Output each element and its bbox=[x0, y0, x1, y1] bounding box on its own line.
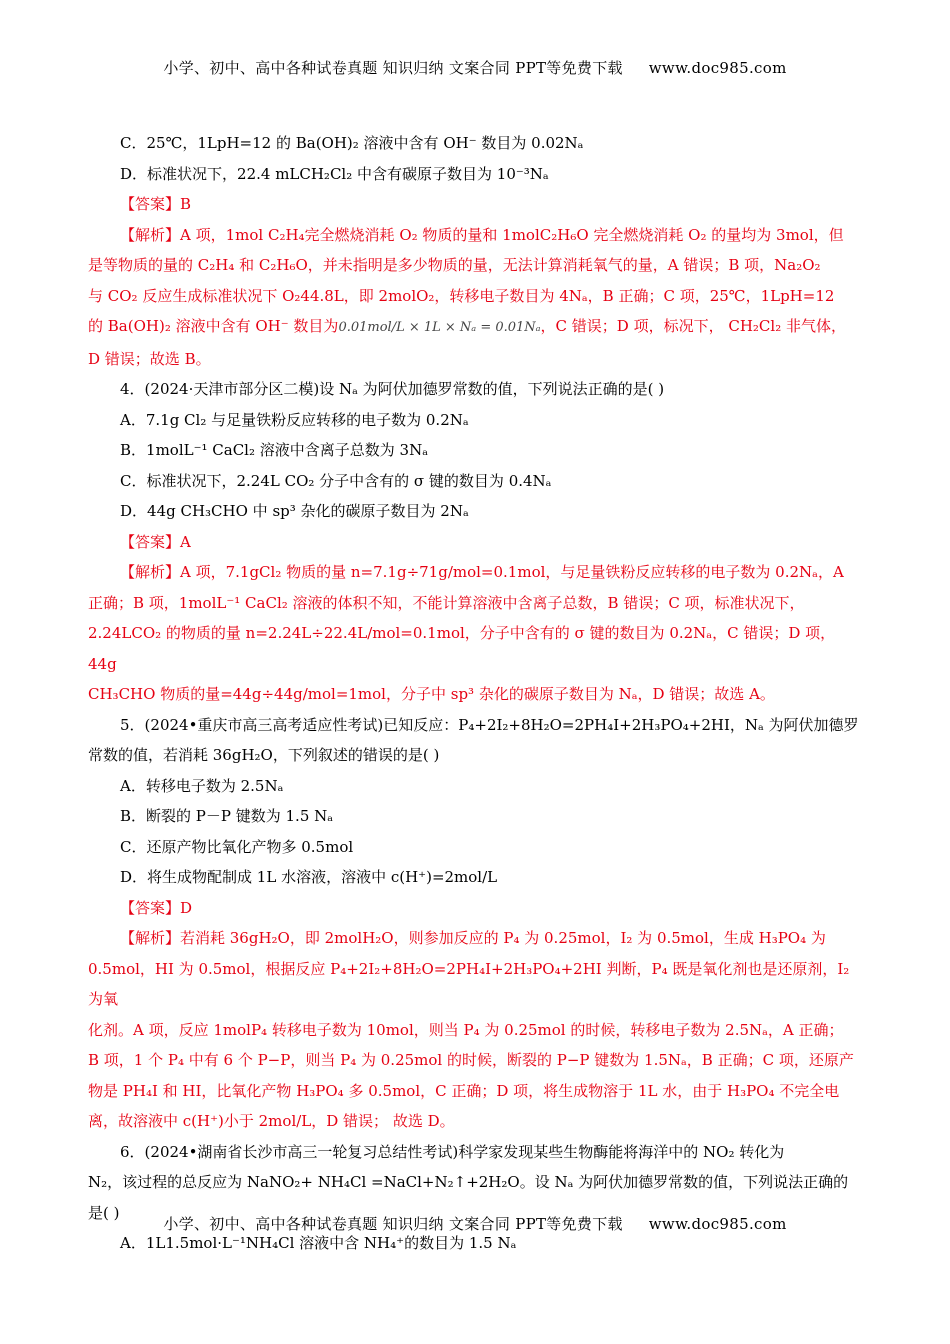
q3-analysis-line: 【解析】A 项，1mol C₂H₄完全燃烧消耗 O₂ 物质的量和 1molC₂H₆O 完全燃烧消耗 O₂ 的量均为 3mol，但 bbox=[120, 225, 844, 244]
document-body bbox=[88, 128, 863, 1259]
q3-analysis-line: 是等物质的量的 C₂H₄ 和 C₂H₆O，并未指明是多少物质的量，无法计算消耗氧气的量，A 错误；B 项，Na₂O₂ bbox=[88, 256, 821, 274]
q4-analysis-line: 【解析】A 项，7.1gCl₂ 物质的量 n=7.1g÷71g/mol=0.1mol，与足量铁粉反应转移的电子数为 0.2Nₐ，A bbox=[120, 563, 844, 581]
q5-option-b: B．断裂的 P－P 键数为 1.5 Nₐ bbox=[120, 807, 334, 825]
q4-analysis-line: 正确；B 项，1molL⁻¹ CaCl₂ 溶液的体积不知，不能计算溶液中含离子总数，B 错误；C 项，标准状况下， bbox=[88, 593, 805, 612]
header-url[interactable]: www.doc985.com bbox=[648, 59, 787, 77]
q4-analysis-line: CH₃CHO 物质的量=44g÷44g/mol=1mol，分子中 sp³ 杂化的碳原子数目为 Nₐ，D 错误；故选 A。 bbox=[88, 685, 775, 703]
q4-answer: 【答案】A bbox=[120, 532, 191, 551]
q5-analysis-line: 化剂。A 项，反应 1molP₄ 转移电子数为 10mol，则当 P₄ 为 0.25mol 的时候，转移电子数为 2.5Nₐ，A 正确； bbox=[88, 1020, 844, 1039]
q4-option-c: C．标准状况下，2.24L CO₂ 分子中含有的 σ 键的数目为 0.4Nₐ bbox=[120, 471, 552, 490]
q5-analysis-line: 【解析】若消耗 36gH₂O，即 2molH₂O，则参加反应的 P₄ 为 0.25mol，I₂ 为 0.5mol，生成 H₃PO₄ 为 bbox=[120, 929, 826, 947]
q5-analysis-line: 离，故溶液中 c(H⁺)小于 2mol/L，D 错误； 故选 D。 bbox=[88, 1112, 455, 1130]
q4-analysis-line: 2.24LCO₂ 的物质的量 n=2.24L÷22.4L/mol=0.1mol，分子中含有的 σ 键的数目为 0.2Nₐ，C 错误；D 项，44g bbox=[88, 624, 836, 673]
q5-stem: 常数的值，若消耗 36gH₂O，下列叙述的错误的是( ) bbox=[88, 746, 440, 764]
q3-analysis-line: 与 CO₂ 反应生成标准状况下 O₂44.8L，即 2molO₂，转移电子数目为 4Nₐ，B 正确；C 项，25℃，1LpH=12 bbox=[88, 286, 835, 305]
q5-analysis-line: 0.5mol，HI 为 0.5mol，根据反应 P₄+2I₂+8H₂O=2PH₄I+2H₃PO₄+2HI 判断，P₄ 既是氧化剂也是还原剂，I₂ 为氧 bbox=[88, 959, 850, 1008]
q6-option-a: A．1L1.5mol·L⁻¹NH₄Cl 溶液中含 NH₄⁺的数目为 1.5 Nₐ bbox=[120, 1234, 517, 1252]
q6-stem: 是( ) bbox=[88, 1203, 120, 1222]
page-header bbox=[0, 57, 950, 78]
q5-option-d: D．将生成物配制成 1L 水溶液，溶液中 c(H⁺)=2mol/L bbox=[120, 868, 498, 886]
footer-url[interactable]: www.doc985.com bbox=[648, 1215, 787, 1233]
formula-image: 0.01mol/L × 1L × Nₐ = 0.01Nₐ bbox=[338, 320, 541, 335]
q3-analysis-line: D 错误；故选 B。 bbox=[88, 349, 211, 368]
q5-option-c: C．还原产物比氧化产物多 0.5mol bbox=[120, 837, 354, 856]
q5-stem: 5．(2024•重庆市高三高考适应性考试)已知反应：P₄+2I₂+8H₂O=2PH₄I+2H₃PO₄+2HI，Nₐ 为阿伏加德罗 bbox=[120, 715, 859, 734]
q3-analysis-text: 的 Ba(OH)₂ 溶液中含有 OH⁻ 数目为 bbox=[88, 317, 339, 335]
q3-option-d: D．标准状况下，22.4 mLCH₂Cl₂ 中含有碳原子数目为 10⁻³Nₐ bbox=[120, 164, 549, 183]
q4-stem: 4．(2024·天津市部分区二模)设 Nₐ 为阿伏加德罗常数的值，下列说法正确的是( ) bbox=[120, 380, 665, 398]
q3-analysis-text: ，C 错误；D 项，标况下， CH₂Cl₂ 非气体， bbox=[540, 317, 846, 335]
footer-text: 小学、初中、高中各种试卷真题 知识归纳 文案合同 PPT等免费下载 bbox=[163, 1215, 623, 1233]
q6-stem: 6．(2024•湖南省长沙市高三一轮复习总结性考试)科学家发现某些生物酶能将海洋中的 NO₂ 转化为 bbox=[120, 1142, 785, 1161]
q4-option-b: B．1molL⁻¹ CaCl₂ 溶液中含离子总数为 3Nₐ bbox=[120, 441, 428, 459]
q3-option-c: C．25℃，1LpH=12 的 Ba(OH)₂ 溶液中含有 OH⁻ 数目为 0.02Nₐ bbox=[120, 134, 584, 152]
q5-option-a: A．转移电子数为 2.5Nₐ bbox=[120, 776, 284, 795]
q3-analysis-line bbox=[88, 311, 863, 344]
q4-option-d: D．44g CH₃CHO 中 sp³ 杂化的碳原子数目为 2Nₐ bbox=[120, 502, 469, 520]
q5-analysis-line: B 项，1 个 P₄ 中有 6 个 P−P，则当 P₄ 为 0.25mol 的时候，断裂的 P−P 键数为 1.5Nₐ，B 正确；C 项，还原产 bbox=[88, 1051, 854, 1069]
q3-answer: 【答案】B bbox=[120, 195, 192, 213]
q5-answer: 【答案】D bbox=[120, 898, 193, 917]
header-text: 小学、初中、高中各种试卷真题 知识归纳 文案合同 PPT等免费下载 bbox=[163, 59, 623, 77]
page-footer bbox=[0, 1213, 950, 1234]
q5-analysis-line: 物是 PH₄I 和 HI，比氧化产物 H₃PO₄ 多 0.5mol，C 正确；D 项，将生成物溶于 1L 水，由于 H₃PO₄ 不完全电 bbox=[88, 1081, 840, 1100]
q6-stem: N₂，该过程的总反应为 NaNO₂+ NH₄Cl =NaCl+N₂↑+2H₂O。设 Nₐ 为阿伏加德罗常数的值，下列说法正确的 bbox=[88, 1173, 849, 1191]
q4-option-a: A．7.1g Cl₂ 与足量铁粉反应转移的电子数为 0.2Nₐ bbox=[120, 410, 469, 429]
